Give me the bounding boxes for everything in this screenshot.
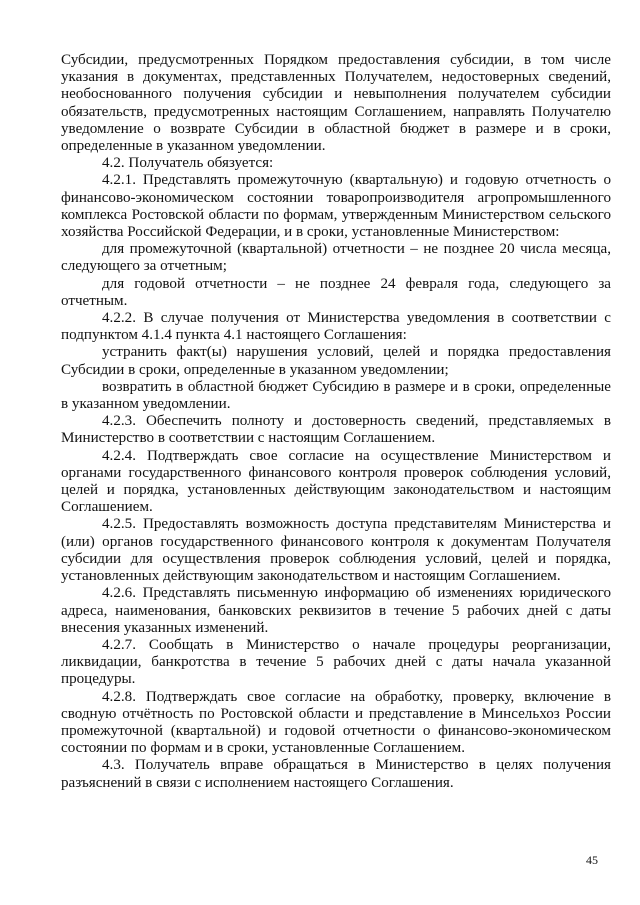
paragraph-4-3: 4.3. Получатель вправе обращаться в Министерство в целях получения разъяснений в связи с исполнением настоящего Соглашения. <box>61 757 611 791</box>
paragraph-4-2-5: 4.2.5. Предоставлять возможность доступа представителям Министерства и (или) органов государственного финансового контроля к документам Получателя субсидии для осуществления проверок соблюдения условий, целей и порядка, установленных действующим законодательством и настоящим Соглашением. <box>61 516 611 585</box>
paragraph-4-2-4: 4.2.4. Подтверждать свое согласие на осуществление Министерством и органами государственного финансового контроля проверок соблюдения условий, целей и порядка, установленных действующим законодательством и настоящим Соглашением. <box>61 447 611 516</box>
paragraph-annual-reporting: для годовой отчетности – не позднее 24 февраля года, следующего за отчетным. <box>61 275 611 309</box>
paragraph-4-2-heading: 4.2. Получатель обязуется: <box>102 155 274 172</box>
page-number: 45 <box>586 853 598 867</box>
paragraph-interim-reporting: для промежуточной (квартальной) отчетности – не позднее 20 числа месяца, следующего за отчетным; <box>61 241 611 275</box>
paragraph-4-2-1: 4.2.1. Представлять промежуточную (квартальную) и годовую отчетность о финансово-экономическом состоянии товаропроизводителя агропромышленного комплекса Ростовской области по формам, утвержденным Министерством сельского хозяйства Российской Федерации, и в сроки, установленные Министерством: <box>61 172 611 241</box>
paragraph-4-2-8: 4.2.8. Подтверждать свое согласие на обработку, проверку, включение в сводную отчётность по Ростовской области и представление в Минсельхоз России промежуточной (квартальной) и годовой отчетности о финансово-экономическом состоянии по формам и в сроки, установленные Соглашением. <box>61 688 611 757</box>
paragraph-4-2-7: 4.2.7. Сообщать в Министерство о начале процедуры реорганизации, ликвидации, банкротства в течение 5 рабочих дней с даты начала указанной процедуры. <box>61 636 611 688</box>
paragraph-subsidy-return-notice: Субсидии, предусмотренных Порядком предоставления субсидии, в том числе указания в документах, представленных Получателем, недостоверных сведений, необоснованного получения субсидии и невыполнения получателем субсидии обязательств, предусмотренных настоящим Соглашением, направлять Получателю уведомление о возврате Субсидии в областной бюджет в размере и в сроки, определенные в указанном уведомлении. <box>61 52 611 155</box>
paragraph-4-2-6: 4.2.6. Представлять письменную информацию об изменениях юридического адреса, наименования, банковских реквизитов в течение 5 рабочих дней с даты внесения указанных изменений. <box>61 585 611 636</box>
document-body <box>61 52 611 792</box>
paragraph-4-2-2: 4.2.2. В случае получения от Министерства уведомления в соответствии с подпунктом 4.1.4 пункта 4.1 настоящего Соглашения: <box>61 310 611 344</box>
paragraph-4-2-3: 4.2.3. Обеспечить полноту и достоверность сведений, представляемых в Министерство в соответствии с настоящим Соглашением. <box>61 413 611 447</box>
paragraph-eliminate-violations: устранить факт(ы) нарушения условий, целей и порядка предоставления Субсидии в сроки, определенные в указанном уведомлении; <box>61 344 611 378</box>
paragraph-return-subsidy: возвратить в областной бюджет Субсидию в размере и в сроки, определенные в указанном уведомлении. <box>61 378 611 413</box>
